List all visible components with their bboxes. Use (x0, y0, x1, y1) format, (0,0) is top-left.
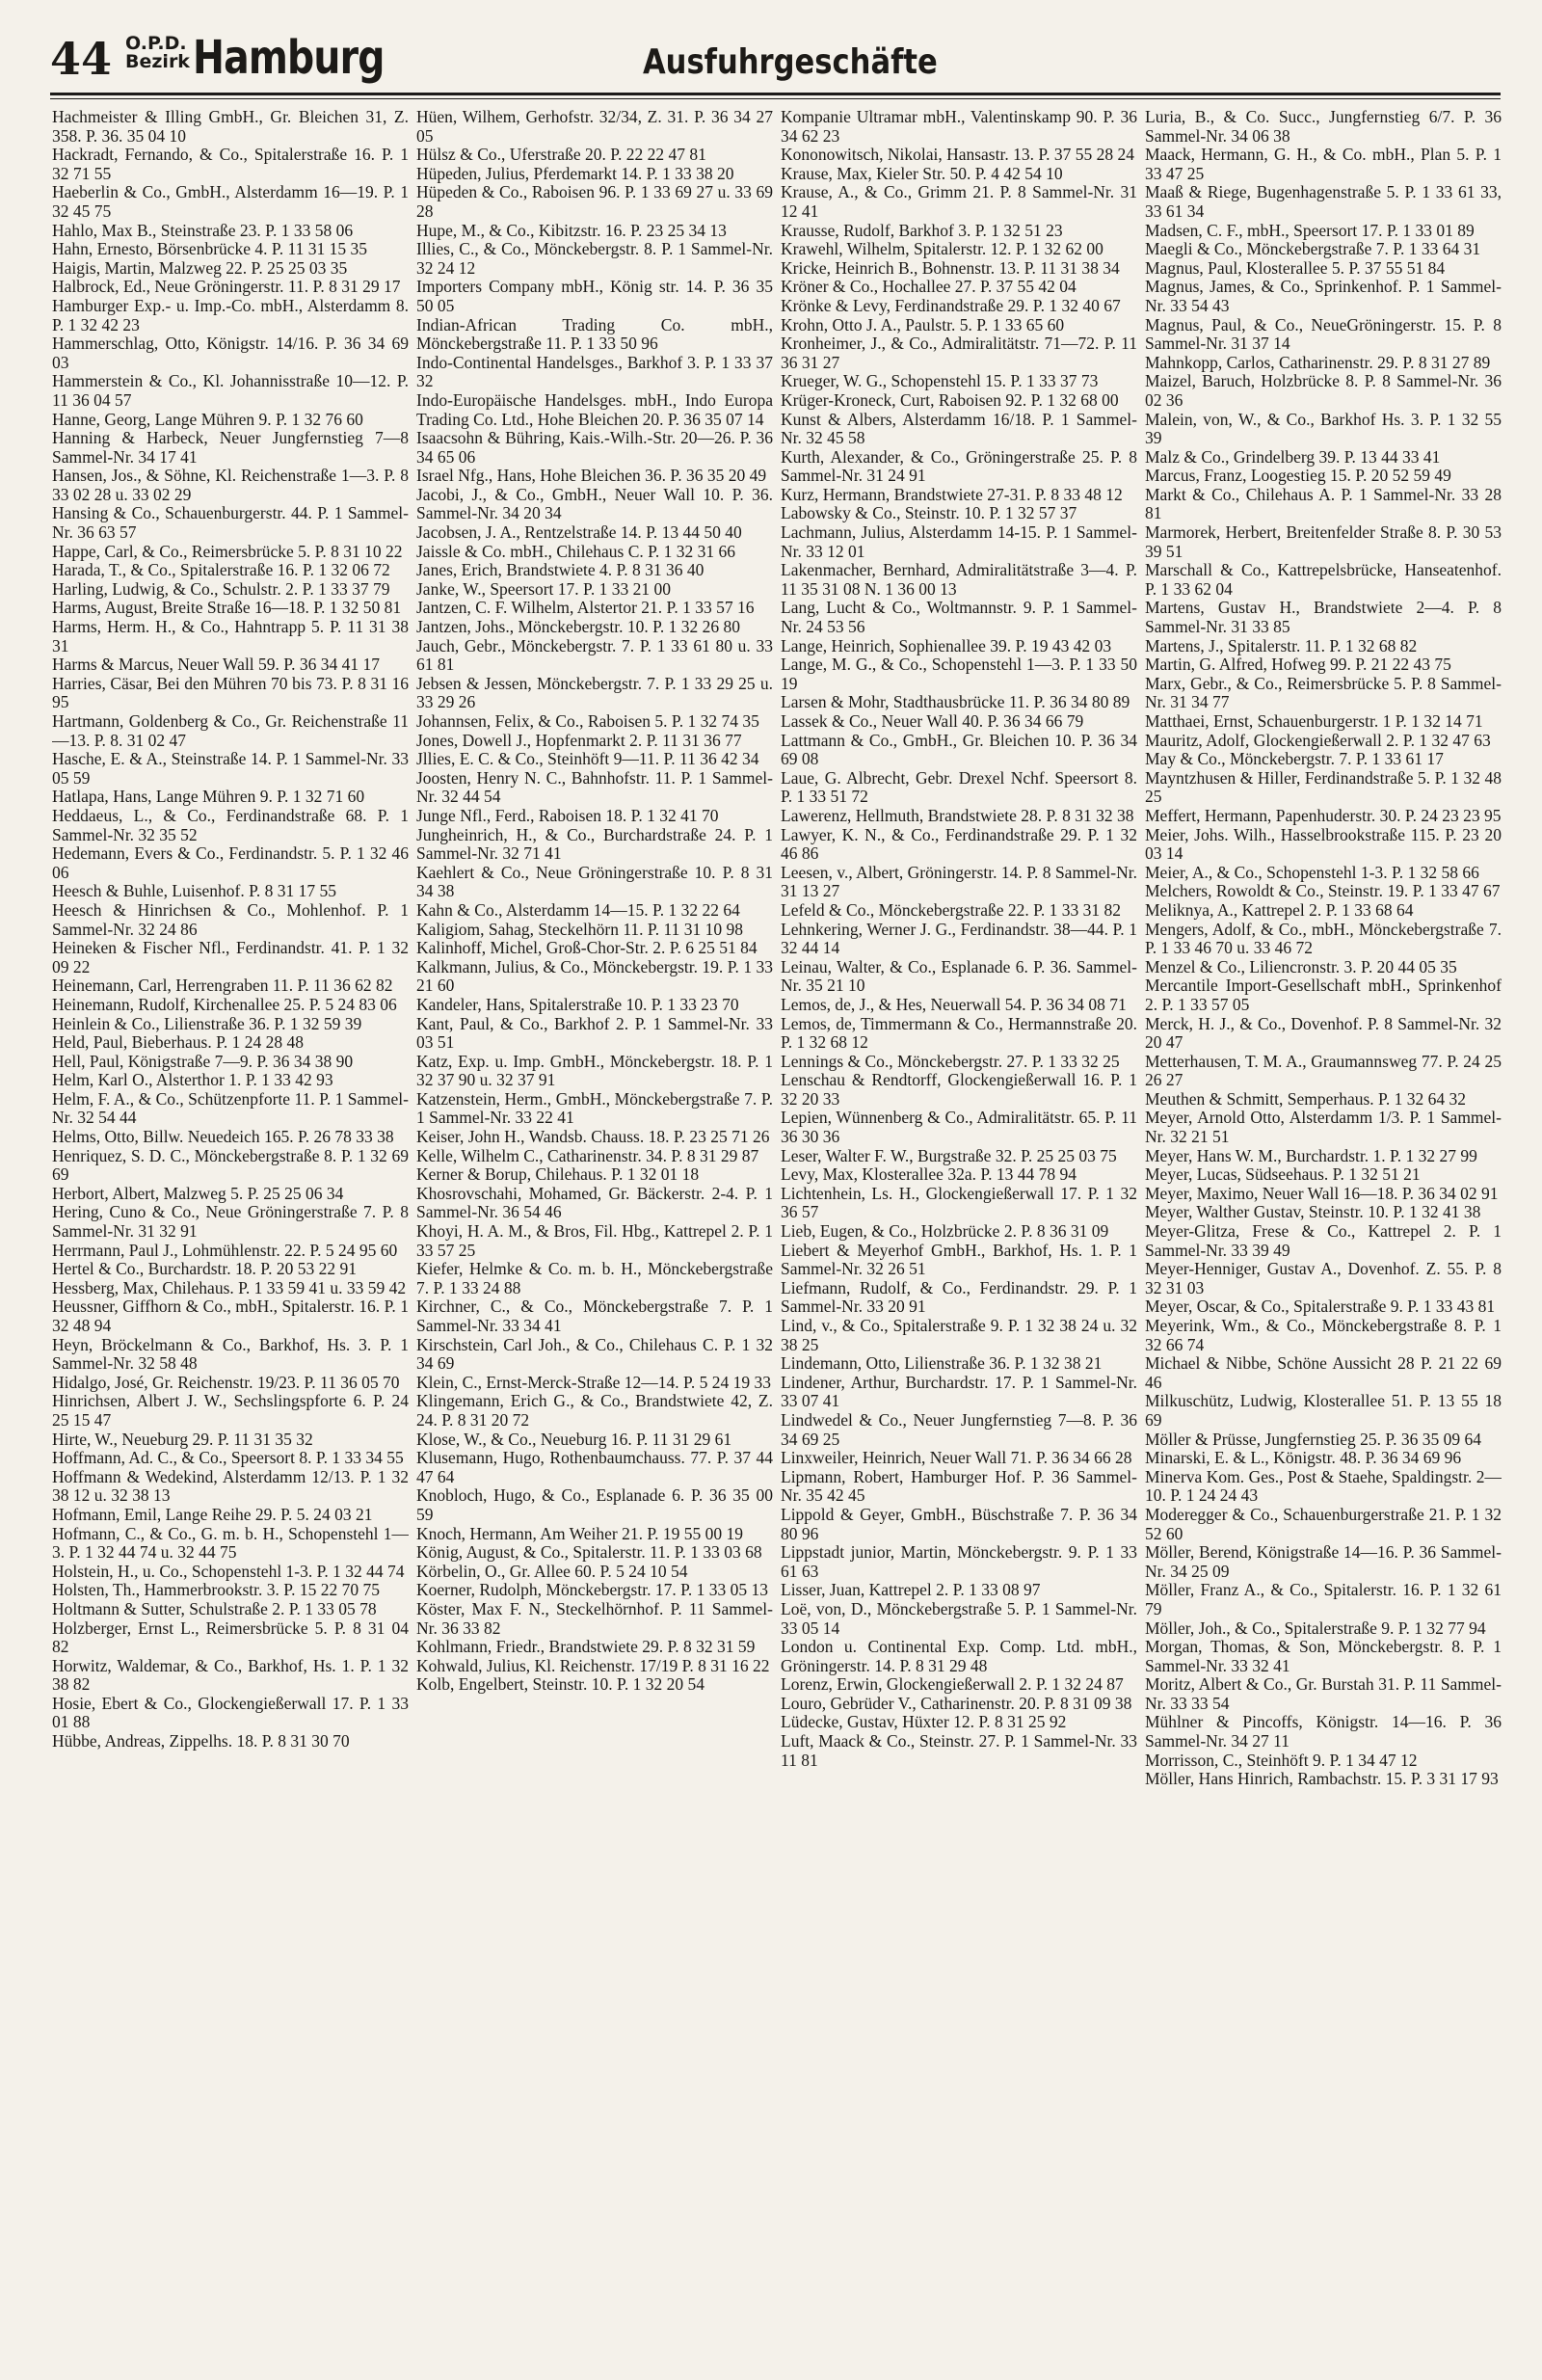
directory-entry: Joosten, Henry N. C., Bahnhofstr. 11. P. 1 Sammel-Nr. 32 44 54 (416, 767, 773, 807)
directory-entry: Milkuschütz, Ludwig, Klosterallee 51. P. 13 55 18 69 (1145, 1391, 1502, 1430)
directory-entry: Kohwald, Julius, Kl. Reichenstr. 17/19 P. 8 31 16 22 (416, 1655, 770, 1675)
directory-entry: Mayntzhusen & Hiller, Ferdinandstraße 5. P. 1 32 48 25 (1145, 767, 1502, 807)
directory-entry: Möller & Prüsse, Jungfernstieg 25. P. 36 35 09 64 (1145, 1429, 1482, 1449)
directory-entry: Lawyer, K. N., & Co., Ferdinandstraße 29. P. 1 32 46 86 (781, 824, 1137, 864)
directory-entry: Michael & Nibbe, Schöne Aussicht 28 P. 21 22 69 46 (1145, 1353, 1502, 1392)
column-1 (52, 108, 409, 2364)
directory-entry: Möller, Hans Hinrich, Rambachstr. 15. P. 3 31 17 93 (1145, 1769, 1499, 1789)
directory-entry: Lemos, de, J., & Hes, Neuerwall 54. P. 36 34 08 71 (781, 994, 1127, 1014)
directory-entry: Khoyi, H. A. M., & Bros, Fil. Hbg., Kattrepel 2. P. 1 33 57 25 (416, 1221, 773, 1260)
directory-entry: Lassek & Co., Neuer Wall 40. P. 36 34 66 79 (781, 711, 1084, 731)
directory-entry: Hammerschlag, Otto, Königstr. 14/16. P. 36 34 69 03 (52, 334, 409, 372)
directory-entry: Kaehlert & Co., Neue Gröningerstraße 10. P. 8 31 34 38 (416, 862, 773, 901)
directory-entry: Matthaei, Ernst, Schauenburgerstr. 1 P. 1 32 14 71 (1145, 711, 1483, 731)
directory-entry: Lepien, Wünnenberg & Co., Admiralitätstr. 65. P. 11 36 30 36 (781, 1108, 1137, 1147)
directory-entry: Hatlapa, Hans, Lange Mühren 9. P. 1 32 71 60 (52, 787, 365, 807)
directory-entry: Morgan, Thomas, & Son, Mönckebergstr. 8. P. 1 Sammel-Nr. 33 32 41 (1145, 1637, 1502, 1675)
directory-entry: Heyn, Bröckelmann & Co., Barkhof, Hs. 3. P. 1 Sammel-Nr. 32 58 48 (52, 1334, 409, 1374)
directory-entry: Malz & Co., Grindelberg 39. P. 13 44 33 41 (1145, 446, 1441, 467)
directory-entry: Moritz, Albert & Co., Gr. Burstah 31. P. 11 Sammel-Nr. 33 33 54 (1145, 1674, 1502, 1713)
directory-entry: Marmorek, Herbert, Breitenfelder Straße 8. P. 30 53 39 51 (1145, 522, 1502, 561)
column-4 (1145, 108, 1502, 2364)
directory-entry: Heinlein & Co., Lilienstraße 36. P. 1 32 59 39 (52, 1013, 362, 1033)
directory-entry: May & Co., Mönckebergstr. 7. P. 1 33 61 17 (1145, 749, 1444, 769)
directory-entry: Lindener, Arthur, Burchardstr. 17. P. 1 Sammel-Nr. 33 07 41 (781, 1372, 1137, 1411)
directory-entry: Israel Nfg., Hans, Hohe Bleichen 36. P. 36 35 20 49 (416, 466, 767, 486)
directory-entry: Hoffmann & Wedekind, Alsterdamm 12/13. P. 1 32 38 12 u. 32 38 13 (52, 1466, 409, 1506)
directory-entry: Liebert & Meyerhof GmbH., Barkhof, Hs. 1. P. 1 Sammel-Nr. 32 26 51 (781, 1240, 1137, 1279)
directory-entry: Heussner, Giffhorn & Co., mbH., Spitalerstr. 16. P. 1 32 48 94 (52, 1297, 409, 1335)
directory-entry: Köster, Max F. N., Steckelhörnhof. P. 11 Sammel-Nr. 36 33 82 (416, 1598, 773, 1638)
page-number: 44 (50, 33, 113, 85)
directory-entry: Krawehl, Wilhelm, Spitalerstr. 12. P. 1 32 62 00 (781, 239, 1103, 259)
directory-entry: Lennings & Co., Mönckebergstr. 27. P. 1 33 32 25 (781, 1051, 1120, 1071)
directory-entry: Jacobi, J., & Co., GmbH., Neuer Wall 10. P. 36. Sammel-Nr. 34 20 34 (416, 484, 773, 523)
directory-entry: Hidalgo, José, Gr. Reichenstr. 19/23. P. 11 36 05 70 (52, 1372, 400, 1392)
directory-entry: Herbort, Albert, Malzweg 5. P. 25 25 06 34 (52, 1183, 344, 1203)
directory-entry: Harada, T., & Co., Spitalerstraße 16. P. 1 32 06 72 (52, 560, 390, 580)
directory-entry: Isaacsohn & Bühring, Kais.-Wilh.-Str. 20—26. P. 36 34 65 06 (416, 428, 773, 467)
directory-entry: Importers Company mbH., König str. 14. P. 36 35 50 05 (416, 277, 773, 315)
directory-entry: Helm, F. A., & Co., Schützenpforte 11. P. 1 Sammel-Nr. 32 54 44 (52, 1088, 409, 1128)
directory-entry: Harling, Ludwig, & Co., Schulstr. 2. P. 1 33 37 79 (52, 578, 390, 599)
directory-entry: Holtmann & Sutter, Schulstraße 2. P. 1 33 05 78 (52, 1598, 377, 1618)
directory-entry: Krause, A., & Co., Grimm 21. P. 8 Sammel-Nr. 31 12 41 (781, 182, 1137, 221)
directory-entry: Klein, C., Ernst-Merck-Straße 12—14. P. 5 24 19 33 (416, 1372, 771, 1392)
directory-entry: Lehnkering, Werner J. G., Ferdinandstr. 38—44. P. 1 32 44 14 (781, 919, 1137, 958)
directory-entry: Jebsen & Jessen, Mönckebergstr. 7. P. 1 33 29 25 u. 33 29 26 (416, 673, 773, 712)
directory-entry: Kricke, Heinrich B., Bohnenstr. 13. P. 11 31 38 34 (781, 257, 1120, 278)
directory-entry: Krönke & Levy, Ferdinandstraße 29. P. 1 32 40 67 (781, 295, 1121, 315)
directory-entry: Martens, J., Spitalerstr. 11. P. 1 32 68 82 (1145, 635, 1418, 655)
directory-entry: Lippold & Geyer, GmbH., Büschstraße 7. P. 36 34 80 96 (781, 1504, 1137, 1543)
directory-entry: Kunst & Albers, Alsterdamm 16/18. P. 1 Sammel-Nr. 32 45 58 (781, 409, 1137, 448)
directory-entry: Kant, Paul, & Co., Barkhof 2. P. 1 Sammel-Nr. 33 03 51 (416, 1013, 773, 1053)
directory-entry: Kerner & Borup, Chilehaus. P. 1 32 01 18 (416, 1164, 700, 1185)
directory-entry: Herrmann, Paul J., Lohmühlenstr. 22. P. 5 24 95 60 (52, 1240, 398, 1260)
directory-entry: Kandeler, Hans, Spitalerstraße 10. P. 1 33 23 70 (416, 994, 739, 1014)
directory-entry: Horwitz, Waldemar, & Co., Barkhof, Hs. 1. P. 1 32 38 82 (52, 1655, 409, 1695)
directory-entry: Merck, H. J., & Co., Dovenhof. P. 8 Sammel-Nr. 32 20 47 (1145, 1013, 1502, 1053)
directory-entry: Minerva Kom. Ges., Post & Staehe, Spaldingstr. 2—10. P. 1 24 24 43 (1145, 1466, 1502, 1506)
directory-entry: Lindemann, Otto, Lilienstraße 36. P. 1 32 38 21 (781, 1353, 1103, 1374)
directory-entry: Jacobsen, J. A., Rentzelstraße 14. P. 13 44 50 40 (416, 522, 742, 543)
directory-entry: Hüen, Wilhem, Gerhofstr. 32/34, Z. 31. P. 36 34 27 05 (416, 108, 773, 146)
bezirk-label: Bezirk (125, 51, 190, 72)
directory-entry: Krause, Max, Kieler Str. 50. P. 4 42 54 10 (781, 163, 1063, 183)
directory-entry: Magnus, Paul, Klosterallee 5. P. 37 55 51 84 (1145, 257, 1446, 278)
directory-entry: Hachmeister & Illing GmbH., Gr. Bleichen 31, Z. 358. P. 36. 35 04 10 (52, 108, 409, 146)
directory-entry: Klose, W., & Co., Neueburg 16. P. 11 31 29 61 (416, 1429, 732, 1449)
header-rule-thick (50, 93, 1501, 95)
directory-entry: Lipmann, Robert, Hamburger Hof. P. 36 Sammel-Nr. 35 42 45 (781, 1466, 1137, 1506)
directory-entry: Halbrock, Ed., Neue Gröningerstr. 11. P. 8 31 29 17 (52, 277, 401, 297)
directory-entry: Meyer, Hans W. M., Burchardstr. 1. P. 1 32 27 99 (1145, 1145, 1477, 1165)
directory-entry: Meuthen & Schmitt, Semperhaus. P. 1 32 64 32 (1145, 1088, 1466, 1109)
directory-entry: Hofmann, C., & Co., G. m. b. H., Schopenstehl 1—3. P. 1 32 44 74 u. 32 44 75 (52, 1523, 409, 1563)
directory-entry: Henriquez, S. D. C., Mönckebergstraße 8. P. 1 32 69 69 (52, 1145, 409, 1185)
directory-entry: Khosrovschahi, Mohamed, Gr. Bäckerstr. 2-4. P. 1 Sammel-Nr. 36 54 46 (416, 1183, 773, 1222)
directory-entry: Louro, Gebrüder V., Catharinenstr. 20. P. 8 31 09 38 (781, 1693, 1132, 1713)
directory-entry: Meier, A., & Co., Schopenstehl 1-3. P. 1 32 58 66 (1145, 862, 1479, 882)
directory-entry: Madsen, C. F., mbH., Speersort 17. P. 1 33 01 89 (1145, 220, 1475, 240)
directory-entry: Haeberlin & Co., GmbH., Alsterdamm 16—19. P. 1 32 45 75 (52, 182, 409, 221)
directory-entry: Magnus, Paul, & Co., NeueGröningerstr. 15. P. 8 Sammel-Nr. 31 37 14 (1145, 314, 1502, 354)
directory-entry: Hahn, Ernesto, Börsenbrücke 4. P. 11 31 15 35 (52, 239, 367, 259)
directory-entry: Lippstadt junior, Martin, Mönckebergstr. 9. P. 1 33 61 63 (781, 1542, 1137, 1581)
directory-entry: Kelle, Wilhelm C., Catharinenstr. 34. P. 8 31 29 87 (416, 1145, 759, 1165)
directory-entry: Meliknya, A., Kattrepel 2. P. 1 33 68 64 (1145, 899, 1414, 920)
directory-entry: Harms, Herm. H., & Co., Hahntrapp 5. P. 11 31 38 31 (52, 617, 409, 655)
directory-entry: Hackradt, Fernando, & Co., Spitalerstraße 16. P. 1 32 71 55 (52, 145, 409, 183)
directory-entry: Möller, Berend, Königstraße 14—16. P. 36 Sammel-Nr. 34 25 09 (1145, 1542, 1502, 1581)
directory-entry: Krausse, Rudolf, Barkhof 3. P. 1 32 51 23 (781, 220, 1063, 240)
directory-entry: Heinemann, Rudolf, Kirchenallee 25. P. 5 24 83 06 (52, 994, 397, 1014)
header-rule-thin (50, 98, 1501, 99)
directory-entry: Heesch & Buhle, Luisenhof. P. 8 31 17 55 (52, 881, 337, 901)
directory-entry: Jantzen, C. F. Wilhelm, Alstertor 21. P. 1 33 57 16 (416, 598, 755, 618)
directory-entry: Holsten, Th., Hammerbrookstr. 3. P. 15 22 70 75 (52, 1580, 380, 1600)
directory-entry: Hoffmann, Ad. C., & Co., Speersort 8. P. 1 33 34 55 (52, 1448, 404, 1468)
directory-entry: Kirschstein, Carl Joh., & Co., Chilehaus C. P. 1 32 34 69 (416, 1334, 773, 1374)
directory-entry: Keiser, John H., Wandsb. Chauss. 18. P. 23 25 71 26 (416, 1127, 770, 1147)
directory-entry: Lawerenz, Hellmuth, Brandstwiete 28. P. 8 31 32 38 (781, 805, 1134, 825)
directory-entry: Koerner, Rudolph, Mönckebergstr. 17. P. 1 33 05 13 (416, 1580, 768, 1600)
directory-entry: Holzberger, Ernst L., Reimersbrücke 5. P. 8 31 04 82 (52, 1618, 409, 1657)
directory-entry: Magnus, James, & Co., Sprinkenhof. P. 1 Sammel-Nr. 33 54 43 (1145, 277, 1502, 315)
directory-entry: Hanning & Harbeck, Neuer Jungfernstieg 7—8 Sammel-Nr. 34 17 41 (52, 428, 409, 467)
directory-entry: Marx, Gebr., & Co., Reimersbrücke 5. P. 8 Sammel-Nr. 31 34 77 (1145, 673, 1502, 712)
directory-entry: Martens, Gustav H., Brandstwiete 2—4. P. 8 Sammel-Nr. 31 33 85 (1145, 598, 1502, 637)
directory-entry: Hirte, W., Neueburg 29. P. 11 31 35 32 (52, 1429, 313, 1449)
directory-entry: Kahn & Co., Alsterdamm 14—15. P. 1 32 22 64 (416, 899, 740, 920)
directory-entry: Harries, Cäsar, Bei den Mühren 70 bis 73. P. 8 31 16 95 (52, 673, 409, 712)
directory-entry: Kalkmann, Julius, & Co., Mönckebergstr. 19. P. 1 33 21 60 (416, 956, 773, 996)
directory-entry: Meyer, Oscar, & Co., Spitalerstraße 9. P. 1 33 43 81 (1145, 1297, 1496, 1317)
directory-entry: Malein, von, W., & Co., Barkhof Hs. 3. P. 1 32 55 39 (1145, 409, 1502, 448)
directory-entry: Held, Paul, Bieberhaus. P. 1 24 28 48 (52, 1032, 305, 1053)
directory-entry: Mahnkopp, Carlos, Catharinenstr. 29. P. 8 31 27 89 (1145, 352, 1491, 372)
directory-entry: Hell, Paul, Königstraße 7—9. P. 36 34 38 90 (52, 1051, 354, 1071)
directory-entry: Hammerstein & Co., Kl. Johannisstraße 10—12. P. 11 36 04 57 (52, 371, 409, 410)
directory-entry: Happe, Carl, & Co., Reimersbrücke 5. P. 8 31 10 22 (52, 541, 403, 561)
directory-entry: Hülsz & Co., Uferstraße 20. P. 22 22 47 81 (416, 145, 706, 165)
directory-entry: Lattmann & Co., GmbH., Gr. Bleichen 10. P. 36 34 69 08 (781, 730, 1137, 769)
directory-entry: Hanne, Georg, Lange Mühren 9. P. 1 32 76 60 (52, 409, 363, 429)
directory-entry: Meyer-Henniger, Gustav A., Dovenhof. Z. 55. P. 8 32 31 03 (1145, 1259, 1502, 1297)
directory-entry: Morrisson, C., Steinhöft 9. P. 1 34 47 12 (1145, 1750, 1418, 1770)
directory-entry: Kirchner, C., & Co., Mönckebergstraße 7. P. 1 Sammel-Nr. 33 34 41 (416, 1297, 773, 1335)
directory-entry: Jantzen, Johs., Mönckebergstr. 10. P. 1 32 26 80 (416, 617, 741, 637)
directory-entry: Klusemann, Hugo, Rothenbaumchauss. 77. P. 37 44 47 64 (416, 1448, 773, 1486)
directory-entry: Labowsky & Co., Steinstr. 10. P. 1 32 57 37 (781, 503, 1077, 523)
directory-entry: Körbelin, O., Gr. Allee 60. P. 5 24 10 54 (416, 1561, 688, 1581)
directory-entry: Marschall & Co., Kattrepelsbrücke, Hanseatenhof. P. 1 33 62 04 (1145, 560, 1502, 599)
directory-entry: Lorenz, Erwin, Glockengießerwall 2. P. 1 32 24 87 (781, 1674, 1124, 1695)
directory-entry: Katzenstein, Herm., GmbH., Mönckebergstraße 7. P. 1 Sammel-Nr. 33 22 41 (416, 1088, 773, 1128)
directory-entry: Hedemann, Evers & Co., Ferdinandstr. 5. P. 1 32 46 06 (52, 843, 409, 882)
directory-entry: Klingemann, Erich G., & Co., Brandstwiete 42, Z. 24. P. 8 31 20 72 (416, 1391, 773, 1430)
directory-entry: Hertel & Co., Burchardstr. 18. P. 20 53 22 91 (52, 1259, 357, 1279)
directory-entry: Leser, Walter F. W., Burgstraße 32. P. 25 25 03 75 (781, 1145, 1117, 1165)
directory-entry: Hansen, Jos., & Söhne, Kl. Reichenstraße 1—3. P. 8 33 02 28 u. 33 02 29 (52, 466, 409, 504)
directory-entry: Indian-African Trading Co. mbH., Mönckebergstraße 11. P. 1 33 50 96 (416, 314, 773, 354)
directory-entry: Janes, Erich, Brandstwiete 4. P. 8 31 36 40 (416, 560, 705, 580)
directory-entry: Heesch & Hinrichsen & Co., Mohlenhof. P. 1 Sammel-Nr. 32 24 86 (52, 899, 409, 939)
directory-entry: Illies, C., & Co., Mönckebergstr. 8. P. 1 Sammel-Nr. 32 24 12 (416, 239, 773, 278)
directory-entry: Meyer, Arnold Otto, Alsterdamm 1/3. P. 1 Sammel-Nr. 32 21 51 (1145, 1108, 1502, 1147)
column-2 (416, 108, 773, 2364)
directory-entry: Lemos, de, Timmermann & Co., Hermannstraße 20. P. 1 32 68 12 (781, 1013, 1137, 1053)
directory-entry: Möller, Franz A., & Co., Spitalerstr. 16. P. 1 32 61 79 (1145, 1580, 1502, 1618)
directory-entry: Lieb, Eugen, & Co., Holzbrücke 2. P. 8 36 31 09 (781, 1221, 1109, 1242)
directory-entry: Levy, Max, Klosterallee 32a. P. 13 44 78 94 (781, 1164, 1077, 1185)
district-label (125, 35, 190, 71)
directory-entry: Jones, Dowell J., Hopfenmarkt 2. P. 11 31 36 77 (416, 730, 742, 750)
directory-entry: Liefmann, Rudolf, & Co., Ferdinandstr. 29. P. 1 Sammel-Nr. 33 20 91 (781, 1277, 1137, 1317)
column-3 (781, 108, 1137, 2364)
directory-entry: Kurz, Hermann, Brandstwiete 27-31. P. 8 33 48 12 (781, 484, 1123, 504)
directory-entry: Katz, Exp. u. Imp. GmbH., Mönckebergstr. 18. P. 1 32 37 90 u. 32 37 91 (416, 1051, 773, 1090)
directory-entry: Hübbe, Andreas, Zippelhs. 18. P. 8 31 30 70 (52, 1731, 350, 1752)
directory-entry: Holstein, H., u. Co., Schopenstehl 1-3. P. 1 32 44 74 (52, 1561, 405, 1581)
directory-entry: Jaissle & Co. mbH., Chilehaus C. P. 1 32 31 66 (416, 541, 736, 561)
directory-entry: Kalinhoff, Michel, Groß-Chor-Str. 2. P. 6 25 51 84 (416, 938, 758, 958)
directory-entry: Martin, G. Alfred, Hofweg 99. P. 21 22 43 75 (1145, 655, 1451, 675)
directory-entry: Mühlner & Pincoffs, Königstr. 14—16. P. 36 Sammel-Nr. 34 27 11 (1145, 1712, 1502, 1752)
directory-entry: Kaligiom, Sahag, Steckelhörn 11. P. 11 31 10 98 (416, 919, 743, 939)
directory-entry: Loë, von, D., Mönckebergstraße 5. P. 1 Sammel-Nr. 33 05 14 (781, 1598, 1137, 1638)
directory-entry: Hartmann, Goldenberg & Co., Gr. Reichenstraße 11—13. P. 8. 31 02 47 (52, 711, 409, 750)
directory-entry: Minarski, E. & L., Königstr. 48. P. 36 34 69 96 (1145, 1448, 1462, 1468)
directory-entry: Lange, Heinrich, Sophienallee 39. P. 19 43 42 03 (781, 635, 1112, 655)
directory-entry: Linxweiler, Heinrich, Neuer Wall 71. P. 36 34 66 28 (781, 1448, 1132, 1468)
directory-entry: Meyer-Glitza, Frese & Co., Kattrepel 2. P. 1 Sammel-Nr. 33 39 49 (1145, 1221, 1502, 1260)
directory-entry: Hansing & Co., Schauenburgerstr. 44. P. 1 Sammel-Nr. 36 63 57 (52, 503, 409, 543)
directory-entry: Harms & Marcus, Neuer Wall 59. P. 36 34 41 17 (52, 655, 380, 675)
directory-entry: Krohn, Otto J. A., Paulstr. 5. P. 1 33 65 60 (781, 314, 1065, 334)
directory-entry: Meyer, Maximo, Neuer Wall 16—18. P. 36 34 02 91 (1145, 1183, 1499, 1203)
directory-entry: Heinemann, Carl, Herrengraben 11. P. 11 36 62 82 (52, 976, 393, 996)
directory-entry: Marcus, Franz, Loogestieg 15. P. 20 52 59 49 (1145, 466, 1451, 486)
directory-entry: Lange, M. G., & Co., Schopenstehl 1—3. P. 1 33 50 19 (781, 655, 1137, 693)
page-header (50, 29, 1501, 98)
directory-entry: König, August, & Co., Spitalerstr. 11. P. 1 33 03 68 (416, 1542, 762, 1563)
directory-entry: Hosie, Ebert & Co., Glockengießerwall 17. P. 1 33 01 88 (52, 1693, 409, 1732)
directory-entry: Hahlo, Max B., Steinstraße 23. P. 1 33 58 06 (52, 220, 354, 240)
directory-entry: Krueger, W. G., Schopenstehl 15. P. 1 33 37 73 (781, 371, 1099, 391)
directory-entry: Harms, August, Breite Straße 16—18. P. 1 32 50 81 (52, 598, 402, 618)
directory-entry: Lind, v., & Co., Spitalerstraße 9. P. 1 32 38 24 u. 32 38 25 (781, 1316, 1137, 1354)
directory-entry: Jungheinrich, H., & Co., Burchardstraße 24. P. 1 Sammel-Nr. 32 71 41 (416, 824, 773, 864)
directory-entry: Maizel, Baruch, Holzbrücke 8. P. 8 Sammel-Nr. 36 02 36 (1145, 371, 1502, 410)
city-title: Hamburg (193, 31, 385, 85)
directory-entry: Mercantile Import-Gesellschaft mbH., Sprinkenhof 2. P. 1 33 57 05 (1145, 976, 1502, 1014)
directory-entry: Laue, G. Albrecht, Gebr. Drexel Nchf. Speersort 8. P. 1 33 51 72 (781, 767, 1137, 807)
directory-entry: Hinrichsen, Albert J. W., Sechslingspforte 6. P. 24 25 15 47 (52, 1391, 409, 1430)
directory-entry: Lakenmacher, Bernhard, Admiralitätstraße 3—4. P. 11 35 31 08 N. 1 36 00 13 (781, 560, 1137, 599)
directory-entry: Mengers, Adolf, & Co., mbH., Mönckebergstraße 7. P. 1 33 46 70 u. 33 46 72 (1145, 919, 1502, 958)
directory-entry: Lichtenhein, Ls. H., Glockengießerwall 17. P. 1 32 36 57 (781, 1183, 1137, 1222)
directory-entry: Kröner & Co., Hochallee 27. P. 37 55 42 04 (781, 277, 1077, 297)
directory-entry: Larsen & Mohr, Stadthausbrücke 11. P. 36 34 80 89 (781, 692, 1130, 712)
directory-entry: Helm, Karl O., Alsterthor 1. P. 1 33 42 93 (52, 1070, 333, 1090)
directory-entry: Helms, Otto, Billw. Neuedeich 165. P. 26 78 33 38 (52, 1127, 394, 1147)
directory-entry: Hasche, E. & A., Steinstraße 14. P. 1 Sammel-Nr. 33 05 59 (52, 749, 409, 788)
directory-entry: Leinau, Walter, & Co., Esplanade 6. P. 36. Sammel-Nr. 35 21 10 (781, 956, 1137, 996)
directory-entry: Kohlmann, Friedr., Brandstwiete 29. P. 8 32 31 59 (416, 1637, 756, 1657)
directory-entry: Heddaeus, L., & Co., Ferdinandstraße 68. P. 1 Sammel-Nr. 32 35 52 (52, 805, 409, 844)
directory-entry: Hüpeden, Julius, Pferdemarkt 14. P. 1 33 38 20 (416, 163, 734, 183)
directory-entry: Luria, B., & Co. Succ., Jungfernstieg 6/7. P. 36 Sammel-Nr. 34 06 38 (1145, 108, 1502, 146)
directory-entry: Krüger-Kroneck, Curt, Raboisen 92. P. 1 32 68 00 (781, 389, 1119, 410)
directory-entry: Kurth, Alexander, & Co., Gröningerstraße 25. P. 8 Sammel-Nr. 31 24 91 (781, 446, 1137, 486)
directory-entry: Knobloch, Hugo, & Co., Esplanade 6. P. 36 35 00 59 (416, 1485, 773, 1524)
directory-entry: Lenschau & Rendtorff, Glockengießerwall 16. P. 1 32 20 33 (781, 1070, 1137, 1109)
directory-entry: Hüpeden & Co., Raboisen 96. P. 1 33 69 27 u. 33 69 28 (416, 182, 773, 221)
directory-entry: Jllies, E. C. & Co., Steinhöft 9—11. P. 11 36 42 34 (416, 749, 759, 769)
section-title: Ausfuhrgeschäfte (643, 42, 938, 82)
directory-entry: Möller, Joh., & Co., Spitalerstraße 9. P. 1 32 77 94 (1145, 1618, 1486, 1638)
directory-entry: Luft, Maack & Co., Steinstr. 27. P. 1 Sammel-Nr. 33 11 81 (781, 1731, 1137, 1770)
directory-entry: Indo-Europäische Handelsges. mbH., Indo Europa Trading Co. Ltd., Hohe Bleichen 20. P. 36 35 07 14 (416, 389, 773, 429)
directory-entry: Janke, W., Speersort 17. P. 1 33 21 00 (416, 578, 671, 599)
directory-entry: Kolb, Engelbert, Steinstr. 10. P. 1 32 20 54 (416, 1674, 705, 1695)
directory-entry: Knoch, Hermann, Am Weiher 21. P. 19 55 00 19 (416, 1523, 743, 1543)
directory-entry: Lindwedel & Co., Neuer Jungfernstieg 7—8. P. 36 34 69 25 (781, 1409, 1137, 1449)
directory-entry: Moderegger & Co., Schauenburgerstraße 21. P. 1 32 52 60 (1145, 1504, 1502, 1543)
directory-entry: Melchers, Rowoldt & Co., Steinstr. 19. P. 1 33 47 67 (1145, 881, 1501, 901)
directory-entry: Hofmann, Emil, Lange Reihe 29. P. 5. 24 03 21 (52, 1504, 373, 1524)
directory-entry: Haigis, Martin, Malzweg 22. P. 25 25 03 35 (52, 257, 348, 278)
directory-entry: Johannsen, Felix, & Co., Raboisen 5. P. 1 32 74 35 (416, 711, 759, 731)
directory-entry: Kronheimer, J., & Co., Admiralitätstr. 71—72. P. 11 36 31 27 (781, 334, 1137, 372)
directory-entry: Hupe, M., & Co., Kibitzstr. 16. P. 23 25 34 13 (416, 220, 727, 240)
directory-entry: Meyerink, Wm., & Co., Mönckebergstraße 8. P. 1 32 66 74 (1145, 1316, 1502, 1354)
directory-entry: Meyer, Walther Gustav, Steinstr. 10. P. 1 32 41 38 (1145, 1202, 1481, 1222)
directory-entry: Metterhausen, T. M. A., Graumannsweg 77. P. 24 25 26 27 (1145, 1051, 1502, 1090)
directory-entry: Meier, Johs. Wilh., Hasselbrookstraße 115. P. 23 20 03 14 (1145, 824, 1502, 864)
directory-entry: Hering, Cuno & Co., Neue Gröningerstraße 7. P. 8 Sammel-Nr. 31 32 91 (52, 1202, 409, 1242)
directory-entry: Maegli & Co., Mönckebergstraße 7. P. 1 33 64 31 (1145, 239, 1481, 259)
directory-entry: Indo-Continental Handelsges., Barkhof 3. P. 1 33 37 32 (416, 352, 773, 391)
directory-entry: Kononowitsch, Nikolai, Hansastr. 13. P. 37 55 28 24 (781, 145, 1135, 165)
directory-entry: Lisser, Juan, Kattrepel 2. P. 1 33 08 97 (781, 1580, 1041, 1600)
directory-entry: Maack, Hermann, G. H., & Co. mbH., Plan 5. P. 1 33 47 25 (1145, 145, 1502, 183)
directory-entry: Meyer, Lucas, Südseehaus. P. 1 32 51 21 (1145, 1164, 1421, 1185)
directory-entry: Jauch, Gebr., Mönckebergstr. 7. P. 1 33 61 80 u. 33 61 81 (416, 635, 773, 675)
directory-entry: Mauritz, Adolf, Glockengießerwall 2. P. 1 32 47 63 (1145, 730, 1491, 750)
directory-entry: Kompanie Ultramar mbH., Valentinskamp 90. P. 36 34 62 23 (781, 108, 1137, 146)
directory-entry: Lachmann, Julius, Alsterdamm 14-15. P. 1 Sammel-Nr. 33 12 01 (781, 522, 1137, 561)
directory-entry: Junge Nfl., Ferd., Raboisen 18. P. 1 32 41 70 (416, 805, 719, 825)
directory-entry: London u. Continental Exp. Comp. Ltd. mbH., Gröningerstr. 14. P. 8 31 29 48 (781, 1637, 1137, 1675)
directory-entry: Maaß & Riege, Bugenhagenstraße 5. P. 1 33 61 33, 33 61 34 (1145, 182, 1502, 221)
directory-entry: Meffert, Hermann, Papenhuderstr. 30. P. 24 23 23 95 (1145, 805, 1502, 825)
directory-entry: Lang, Lucht & Co., Woltmannstr. 9. P. 1 Sammel-Nr. 24 53 56 (781, 598, 1137, 637)
directory-entry: Hamburger Exp.- u. Imp.-Co. mbH., Alsterdamm 8. P. 1 32 42 23 (52, 295, 409, 334)
directory-entry: Menzel & Co., Liliencronstr. 3. P. 20 44 05 35 (1145, 956, 1457, 976)
directory-entry: Hessberg, Max, Chilehaus. P. 1 33 59 41 u. 33 59 42 (52, 1277, 407, 1297)
directory-entry: Markt & Co., Chilehaus A. P. 1 Sammel-Nr. 33 28 81 (1145, 484, 1502, 523)
directory-entry: Heineken & Fischer Nfl., Ferdinandstr. 41. P. 1 32 09 22 (52, 938, 409, 976)
directory-entry: Kiefer, Helmke & Co. m. b. H., Mönckebergstraße 7. P. 1 33 24 88 (416, 1259, 773, 1297)
directory-entry: Leesen, v., Albert, Gröningerstr. 14. P. 8 Sammel-Nr. 31 13 27 (781, 862, 1137, 901)
directory-entry: Lefeld & Co., Mönckebergstraße 22. P. 1 33 31 82 (781, 899, 1122, 920)
directory-entry: Lüdecke, Gustav, Hüxter 12. P. 8 31 25 92 (781, 1712, 1067, 1732)
opd-label: O.P.D. (125, 33, 187, 54)
